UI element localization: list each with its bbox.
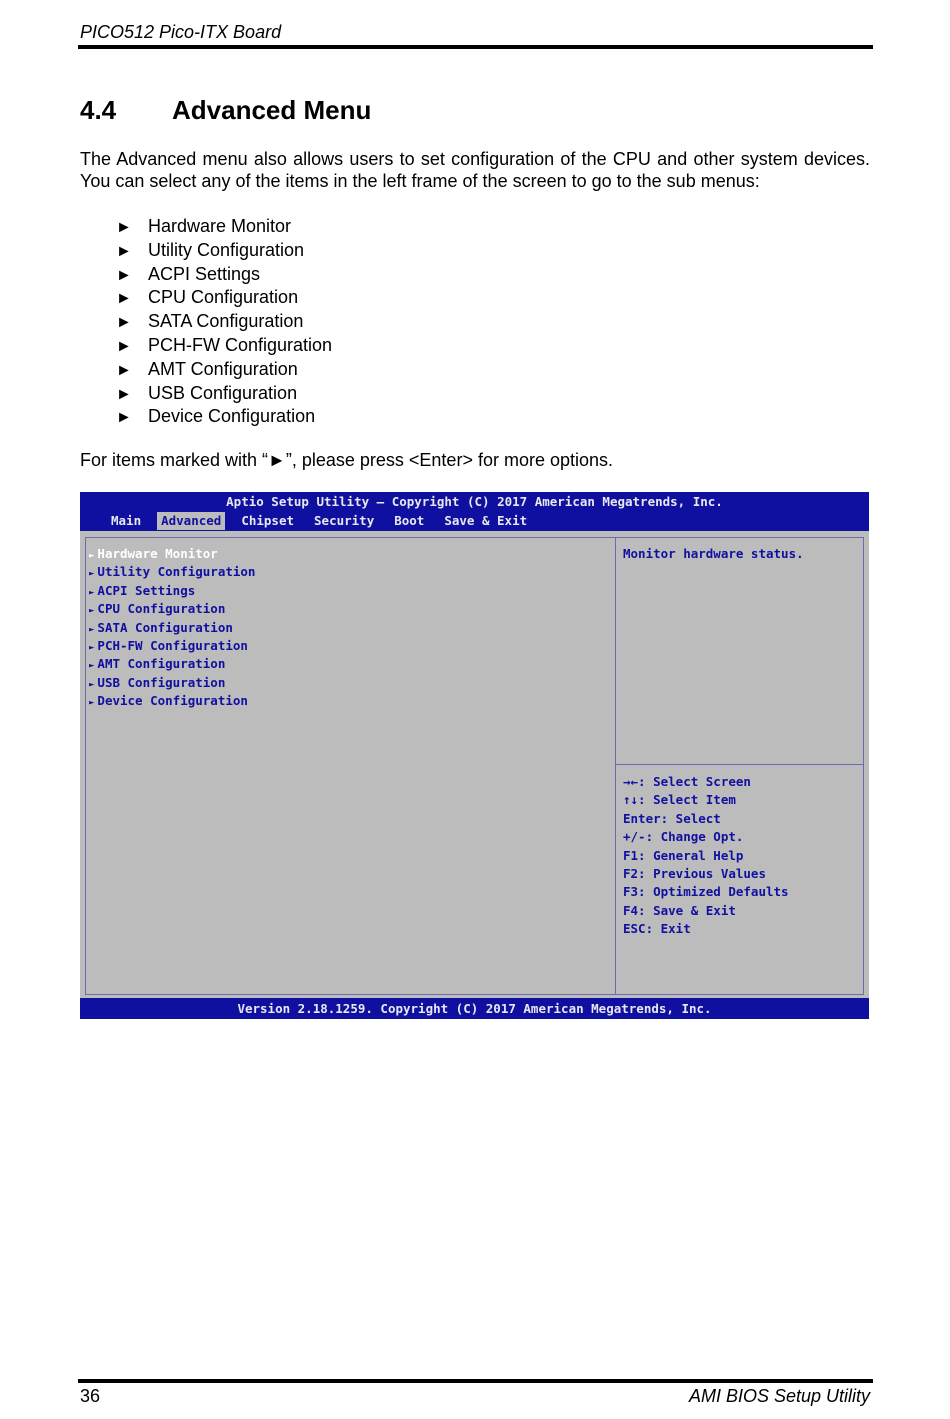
menu-item-label: AMT Configuration <box>97 656 226 672</box>
key-help-item: Enter: Select <box>623 810 721 826</box>
menu-item-label: Device Configuration <box>97 693 248 709</box>
menu-item-label: Utility Configuration <box>97 564 256 580</box>
submenu-arrow-icon: ► <box>89 587 95 598</box>
panel-divider <box>615 538 616 994</box>
tab-boot[interactable]: Boot <box>394 513 425 528</box>
submenu-arrow-icon: ► <box>89 698 95 709</box>
footer-title: AMI BIOS Setup Utility <box>688 1386 870 1406</box>
enter-note: For items marked with “►”, please press <Enter> for more options. <box>80 450 614 470</box>
bullet-label: ACPI Settings <box>148 263 261 284</box>
list-item <box>116 286 332 310</box>
tab-main[interactable]: Main <box>111 513 142 528</box>
bios-version-bar <box>80 998 869 1019</box>
section-number: 4.4 <box>80 95 117 125</box>
menu-item-amt-configuration[interactable] <box>89 655 255 673</box>
list-item <box>116 263 332 287</box>
tab-chipset[interactable]: Chipset <box>241 513 295 528</box>
tab-security[interactable]: Security <box>314 513 375 528</box>
menu-item-label: USB Configuration <box>97 674 226 690</box>
tab-advanced[interactable]: Advanced <box>157 512 225 530</box>
key-help-list <box>623 773 789 939</box>
bullet-arrow-icon: ► <box>116 409 132 427</box>
bios-screenshot <box>80 492 869 1019</box>
bios-menu-list <box>89 545 255 711</box>
key-help-item: F2: Previous Values <box>623 865 766 881</box>
menu-item-sata-configuration[interactable] <box>89 619 255 637</box>
menu-item-device-configuration[interactable] <box>89 692 255 710</box>
bullet-arrow-icon: ► <box>116 337 132 355</box>
list-item <box>116 239 332 263</box>
bullet-label: Utility Configuration <box>148 239 305 260</box>
bios-title-bar <box>80 492 869 531</box>
bullet-label: PCH-FW Configuration <box>148 334 333 355</box>
bullet-arrow-icon: ► <box>116 242 132 260</box>
intro-paragraph: The Advanced menu also allows users to set configuration of the CPU and other system devices. You can select any of the items in the left frame of the screen to go to the sub menus: <box>80 149 870 191</box>
submenu-arrow-icon: ► <box>89 661 95 672</box>
key-help-item: F3: Optimized Defaults <box>623 884 789 900</box>
bullet-arrow-icon: ► <box>116 361 132 379</box>
menu-item-label: CPU Configuration <box>97 601 226 617</box>
section-heading <box>80 95 371 126</box>
bullet-label: CPU Configuration <box>148 287 299 308</box>
list-item <box>116 310 332 334</box>
bullet-arrow-icon: ► <box>116 314 132 332</box>
menu-item-label: SATA Configuration <box>97 619 233 635</box>
submenu-arrow-icon: ► <box>89 679 95 690</box>
page-number: 36 <box>80 1386 101 1406</box>
bios-version: Version 2.18.1259. Copyright (C) 2017 American Megatrends, Inc. <box>237 1001 712 1016</box>
running-header: PICO512 Pico-ITX Board <box>80 22 282 42</box>
key-help-item: ESC: Exit <box>623 921 691 937</box>
submenu-arrow-icon: ► <box>89 606 95 617</box>
list-item <box>116 334 332 358</box>
bullet-arrow-icon: ► <box>116 219 132 236</box>
key-help-item: F1: General Help <box>623 847 744 863</box>
key-help-item: +/-: Change Opt. <box>623 829 744 845</box>
list-item <box>116 215 332 239</box>
menu-item-utility-configuration[interactable] <box>89 563 255 581</box>
bullet-label: SATA Configuration <box>148 311 304 332</box>
menu-item-usb-configuration[interactable] <box>89 674 255 692</box>
bios-title: Aptio Setup Utility – Copyright (C) 2017 American Megatrends, Inc. <box>226 494 723 509</box>
help-divider <box>616 764 863 765</box>
tab-save-exit[interactable]: Save & Exit <box>444 513 528 528</box>
bios-main-frame <box>85 537 864 995</box>
menu-item-cpu-configuration[interactable] <box>89 600 255 618</box>
menu-item-label: ACPI Settings <box>97 582 196 598</box>
bullet-label: Device Configuration <box>148 406 316 427</box>
list-item <box>116 358 332 382</box>
list-item <box>116 405 332 429</box>
submenu-arrow-icon: ► <box>89 624 95 635</box>
bullet-arrow-icon: ► <box>116 290 132 308</box>
list-item <box>116 382 332 406</box>
menu-item-label: Hardware Monitor <box>97 546 218 561</box>
item-help-text: Monitor hardware status. <box>623 546 804 561</box>
bullet-arrow-icon: ► <box>116 385 132 403</box>
menu-item-hardware-monitor[interactable] <box>89 545 255 563</box>
bullet-label: AMT Configuration <box>148 358 298 379</box>
menu-item-pch-fw-configuration[interactable] <box>89 637 255 655</box>
header-rule <box>78 45 873 49</box>
menu-item-acpi-settings[interactable] <box>89 582 255 600</box>
key-help-item: →←: Select Screen <box>623 774 751 789</box>
bullet-arrow-icon: ► <box>116 266 132 284</box>
bullet-label: Hardware Monitor <box>148 216 292 236</box>
submenu-arrow-icon: ► <box>89 642 95 653</box>
key-help-item: F4: Save & Exit <box>623 902 736 918</box>
footer-rule <box>78 1379 873 1383</box>
submenu-arrow-icon: ► <box>89 551 95 561</box>
submenu-arrow-icon: ► <box>89 569 95 580</box>
bullet-label: USB Configuration <box>148 382 298 403</box>
key-help-item: ↑↓: Select Item <box>623 792 736 808</box>
bios-tab-bar <box>107 512 543 530</box>
submenu-bullet-list <box>116 215 332 429</box>
menu-item-label: PCH-FW Configuration <box>97 637 248 653</box>
section-title: Advanced Menu <box>172 95 372 125</box>
